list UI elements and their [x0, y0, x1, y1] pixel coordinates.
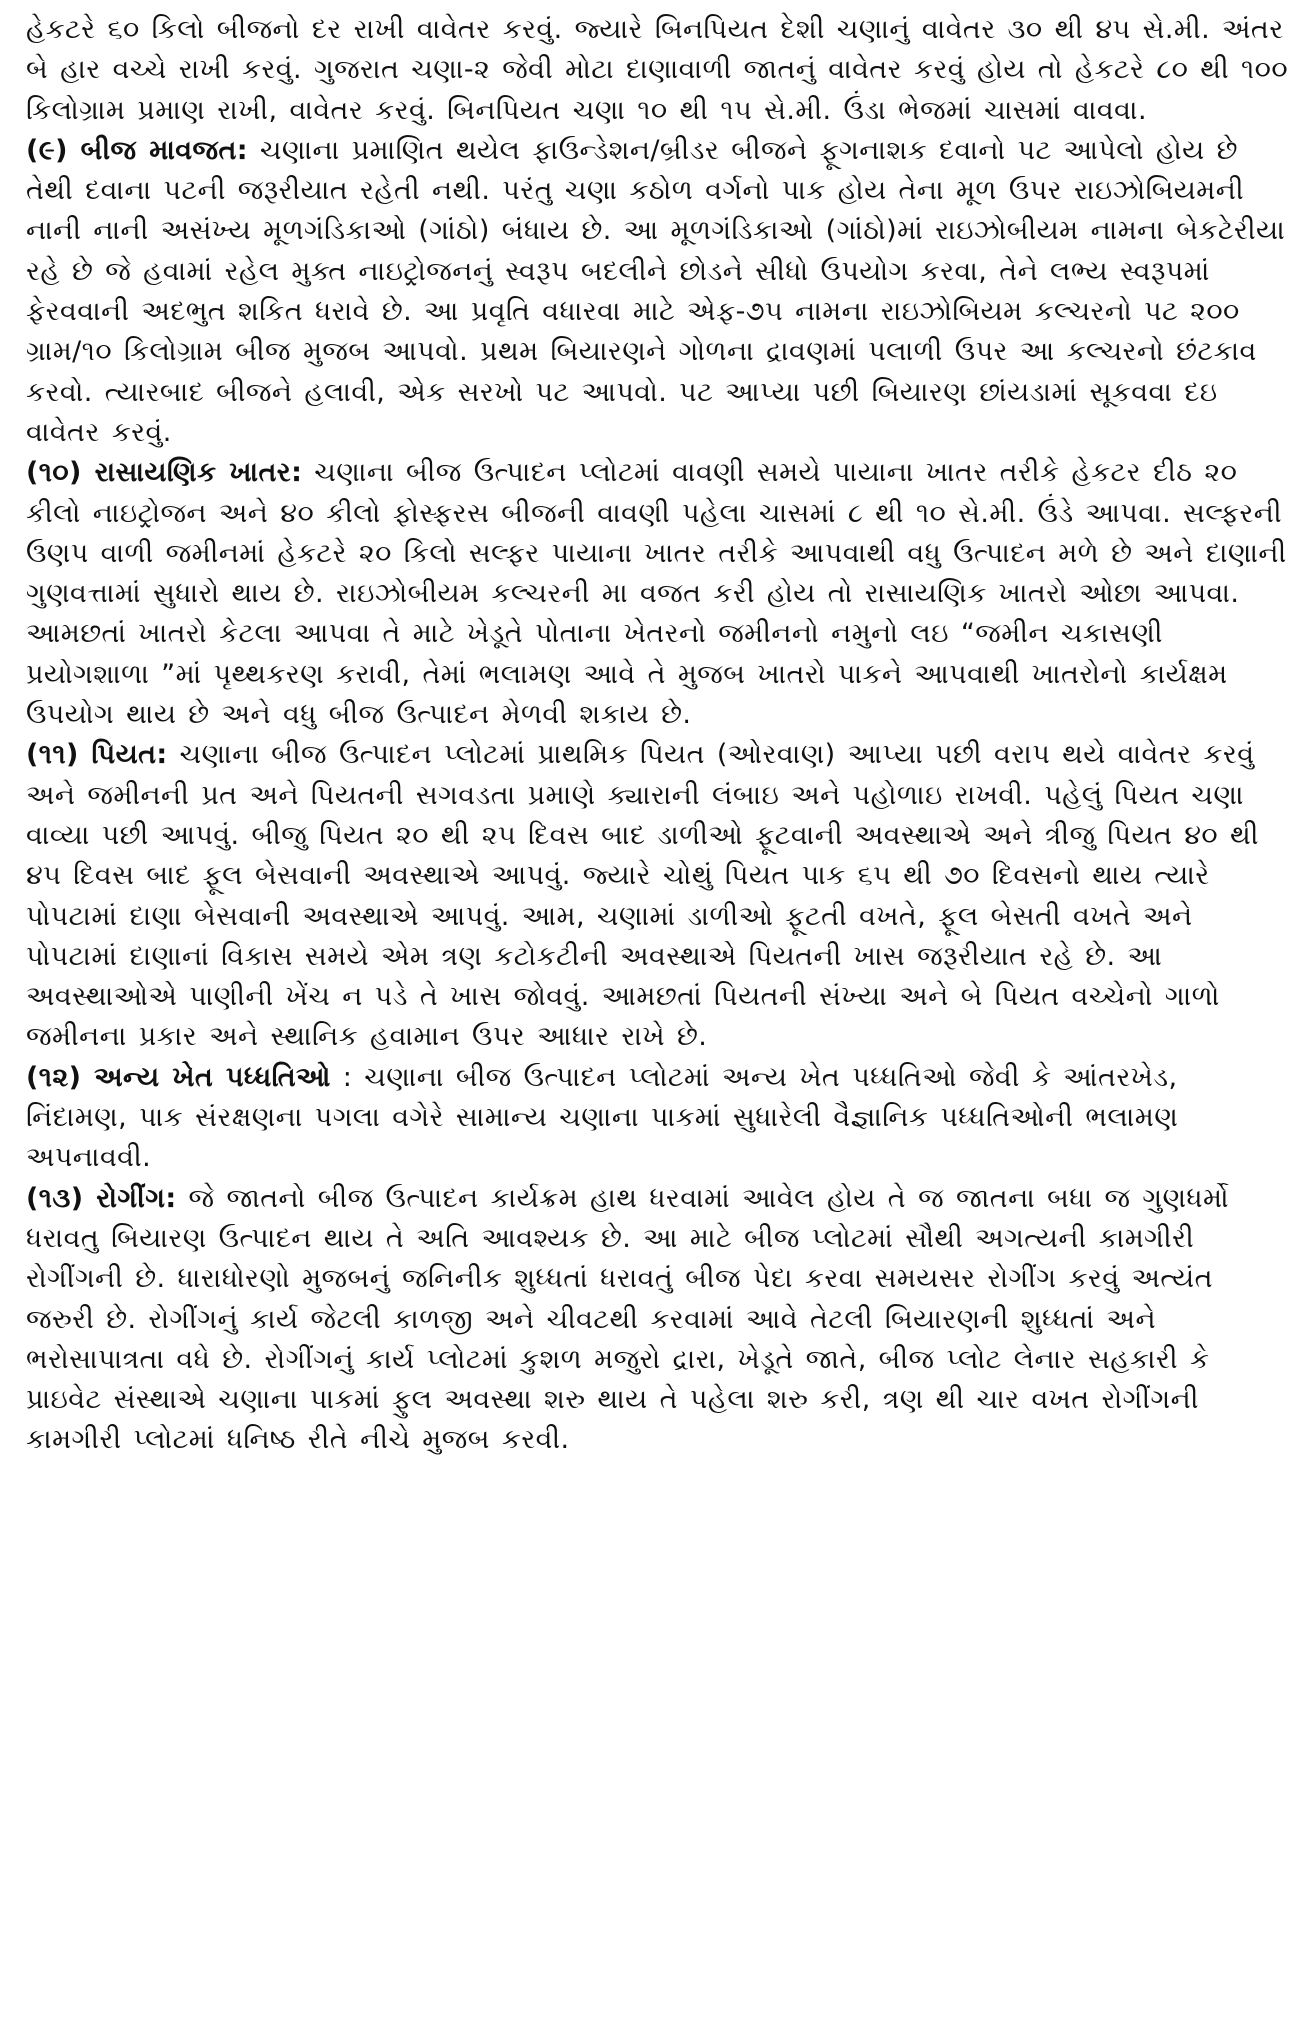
paragraph-text: હેકટરે ૬૦ કિલો બીજનો દર રાખી વાવેતર કરવું. જ્યારે બિનપિયત દેશી ચણાનું વાવેતર ૩૦ થી ૪૫ સે.મી. અંતર બે હાર વચ્ચે રાખી કરવું. ગુજરાત ચણા-૨ જેવી મોટા દાણાવાળી જાતનું વાવેતર કરવું હોય તો હેકટરે ૮૦ થી ૧૦૦ કિલોગ્રામ પ્રમાણ રાખી, વાવેતર કરવું. બિનપિયત ચણા ૧૦ થી ૧૫ સે.મી. ઉંડા ભેજમાં ચાસમાં વાવવા.	[26, 14, 1288, 126]
paragraph-roguing	[26, 1179, 1288, 1461]
paragraph-text: ચણાના બીજ ઉત્પાદન પ્લોટમાં વાવણી સમયે પાયાના ખાતર તરીકે હેકટર દીઠ ૨૦ કીલો નાઇટ્રોજન અને ૪૦ કીલો ફોસ્ફરસ બીજની વાવણી પહેલા ચાસમાં ૮ થી ૧૦ સે.મી. ઉંડે આપવા. સલ્ફરની ઉણપ વાળી જમીનમાં હેકટરે ૨૦ કિલો સલ્ફર પાયાના ખાતર તરીકે આપવાથી વધુ ઉત્પાદન મળે છે અને દાણાની ગુણવત્તામાં સુધારો થાય છે. રાઇઝોબીયમ કલ્ચરની મા વજત કરી હોય તો રાસાયણિક ખાતરો ઓછા આપવા. આમછતાં ખાતરો કેટલા આપવા તે માટે ખેડૂતે પોતાના ખેતરનો જમીનનો નમુનો લઇ “જમીન ચકાસણી પ્રયોગશાળા ”માં પૃથ્થકરણ કરાવી, તેમાં ભલામણ આવે તે મુજબ ખાતરો પાકને આપવાથી ખાતરોનો કાર્યક્ષમ ઉપયોગ થાય છે અને વધુ બીજ ઉત્પાદન મેળવી શકાય છે.	[26, 457, 1287, 731]
paragraph-seed-treatment	[26, 131, 1288, 453]
paragraph-text: જે જાતનો બીજ ઉત્પાદન કાર્યક્રમ હાથ ધરવામાં આવેલ હોય તે જ જાતના બધા જ ગુણધર્મો ધરાવતુ બિયારણ ઉત્પાદન થાય તે અતિ આવશ્યક છે. આ માટે બીજ પ્લોટમાં સૌથી અગત્યની કામગીરી રોગીંગની છે. ધારાધોરણો મુજબનું જનિનીક શુધ્ધતાં ધરાવતું બીજ પેદા કરવા સમયસર રોગીંગ કરવું અત્યંત જરુરી છે. રોગીંગનું કાર્ય જેટલી કાળજી અને ચીવટથી કરવામાં આવે તેટલી બિયારણની શુધ્ધતાં અને ભરોસાપાત્રતા વધે છે. રોગીંગનું કાર્ય પ્લોટમાં કુશળ મજુરો દ્રારા, ખેડૂતે જાતે, બીજ પ્લોટ લેનાર સહકારી કે પ્રાઇવેટ સંસ્થાએ ચણાના પાકમાં ફુલ અવસ્થા શરુ થાય તે પહેલા શરુ કરી, ત્રણ થી ચાર વખત રોગીંગની કામગીરી પ્લોટમાં ધનિષ્ઠ રીતે નીચે મુજબ કરવી.	[26, 1182, 1229, 1456]
paragraph-heading: (૯) બીજ માવજત:	[26, 134, 248, 166]
paragraph-text: ચણાના બીજ ઉત્પાદન પ્લોટમાં પ્રાથમિક પિયત (ઓરવાણ) આપ્યા પછી વરાપ થયે વાવેતર કરવું અને જમીનની પ્રત અને પિયતની સગવડતા પ્રમાણે ક્યારાની લંબાઇ અને પહોળાઇ રાખવી. પહેલું પિયત ચણા વાવ્યા પછી આપવું. બીજુ પિયત ૨૦ થી ૨૫ દિવસ બાદ ડાળીઓ ફૂટવાની અવસ્થાએ અને ત્રીજુ પિયત ૪૦ થી ૪૫ દિવસ બાદ ફૂલ બેસવાની અવસ્થાએ આપવું. જ્યારે ચોથું પિયત પાક ૬૫ થી ૭૦ દિવસનો થાય ત્યારે પોપટામાં દાણા બેસવાની અવસ્થાએ આપવું. આમ, ચણામાં ડાળીઓ ફૂટતી વખતે, ફૂલ બેસતી વખતે અને પોપટામાં દાણાનાં વિકાસ સમયે એમ ત્રણ કટોકટીની અવસ્થાએ પિયતની ખાસ જરૂરીયાત રહે છે. આ અવસ્થાઓએ પાણીની ખેંચ ન પડે તે ખાસ જોવવું. આમછતાં પિયતની સંખ્યા અને બે પિયત વચ્ચેનો ગાળો જમીનના પ્રકાર અને સ્થાનિક હવામાન ઉપર આધાર રાખે છે.	[26, 739, 1259, 1053]
paragraph-heading: (૧૩) રોગીંગ:	[26, 1182, 177, 1214]
paragraph-irrigation	[26, 735, 1288, 1057]
paragraph-chemical-fertilizer	[26, 453, 1288, 735]
document-body	[26, 10, 1288, 1461]
paragraph-text: : ચણાના બીજ ઉત્પાદન પ્લોટમાં અન્ય ખેત પધ્ધતિઓ જેવી કે આંતરખેડ, નિંદામણ, પાક સંરક્ષણના પગલા વગેરે સામાન્ય ચણાના પાકમાં સુધારેલી વૈજ્ઞાનિક પધ્ધતિઓની ભલામણ અપનાવવી.	[26, 1061, 1179, 1174]
paragraph-heading: (૧૨) અન્ય ખેત પધ્ધતિઓ	[26, 1061, 331, 1093]
paragraph-heading: (૧૦) રાસાયણિક ખાતર:	[26, 457, 303, 489]
paragraph-other-practices	[26, 1058, 1288, 1179]
paragraph-text: ચણાના પ્રમાણિત થયેલ ફાઉન્ડેશન/બ્રીડર બીજને ફૂગનાશક દવાનો પટ આપેલો હોય છે તેથી દવાના પટની જરૂરીયાત રહેતી નથી. પરંતુ ચણા કઠોળ વર્ગનો પાક હોય તેના મૂળ ઉપર રાઇઝોબિયમની નાની નાની અસંખ્ય મૂળગંડિકાઓ (ગાંઠો) બંધાય છે. આ મૂળગંડિકાઓ (ગાંઠો)માં રાઇઝોબીયમ નામના બેકટેરીયા રહે છે જે હવામાં રહેલ મુક્ત નાઇટ્રોજનનું સ્વરૂપ બદલીને છોડને સીધો ઉપયોગ કરવા, તેને લભ્ય સ્વરૂપમાં ફેરવવાની અદભુત શકિત ધરાવે છે. આ પ્રવૃતિ વધારવા માટે એફ-૭૫ નામના રાઇઝોબિયમ કલ્ચરનો પટ ૨૦૦ ગ્રામ/૧૦ કિલોગ્રામ બીજ મુજબ આપવો. પ્રથમ બિયારણને ગોળના દ્રાવણમાં પલાળી ઉપર આ કલ્ચરનો છંટકાવ કરવો. ત્યારબાદ બીજને હલાવી, એક સરખો પટ આપવો. પટ આપ્યા પછી બિયારણ છાંયડામાં સૂકવવા દઇ વાવેતર કરવું.	[26, 134, 1286, 448]
paragraph-sowing-rate	[26, 10, 1288, 131]
paragraph-heading: (૧૧) પિયત:	[26, 739, 168, 771]
